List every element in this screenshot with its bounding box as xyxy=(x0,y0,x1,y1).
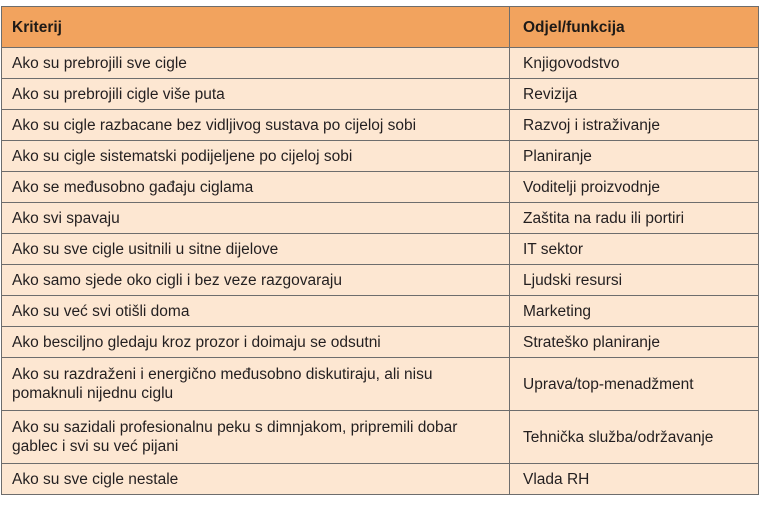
criterion-cell: Ako svi spavaju xyxy=(2,203,510,234)
table-header-row xyxy=(2,7,759,48)
criterion-cell: Ako se međusobno gađaju ciglama xyxy=(2,172,510,203)
department-cell: Planiranje xyxy=(510,141,759,172)
table-row xyxy=(2,358,759,411)
department-cell: Razvoj i istraživanje xyxy=(510,110,759,141)
criterion-cell: Ako su prebrojili cigle više puta xyxy=(2,79,510,110)
department-cell: Tehnička služba/održavanje xyxy=(510,411,759,464)
department-cell: Knjigovodstvo xyxy=(510,48,759,79)
table-row xyxy=(2,234,759,265)
criterion-cell: Ako su sve cigle nestale xyxy=(2,464,510,495)
table-row xyxy=(2,141,759,172)
criterion-cell: Ako su već svi otišli doma xyxy=(2,296,510,327)
table-row xyxy=(2,48,759,79)
criterion-cell: Ako samo sjede oko cigli i bez veze razgovaraju xyxy=(2,265,510,296)
department-cell: Revizija xyxy=(510,79,759,110)
criteria-table xyxy=(1,6,759,495)
department-cell: Marketing xyxy=(510,296,759,327)
criterion-cell: Ako su prebrojili sve cigle xyxy=(2,48,510,79)
column-header-criterion: Kriterij xyxy=(2,7,510,48)
department-cell: Vlada RH xyxy=(510,464,759,495)
criterion-cell: Ako su cigle razbacane bez vidljivog sustava po cijeloj sobi xyxy=(2,110,510,141)
department-cell: IT sektor xyxy=(510,234,759,265)
table-container xyxy=(1,6,758,495)
table-row xyxy=(2,296,759,327)
department-cell: Zaštita na radu ili portiri xyxy=(510,203,759,234)
table-row xyxy=(2,411,759,464)
department-cell: Uprava/top-menadžment xyxy=(510,358,759,411)
table-row xyxy=(2,327,759,358)
department-cell: Voditelji proizvodnje xyxy=(510,172,759,203)
table-row xyxy=(2,110,759,141)
table-row xyxy=(2,203,759,234)
table-row xyxy=(2,265,759,296)
column-header-department: Odjel/funkcija xyxy=(510,7,759,48)
table-row xyxy=(2,172,759,203)
criterion-cell: Ako besciljno gledaju kroz prozor i doimaju se odsutni xyxy=(2,327,510,358)
criterion-cell: Ako su cigle sistematski podijeljene po cijeloj sobi xyxy=(2,141,510,172)
department-cell: Ljudski resursi xyxy=(510,265,759,296)
table-row xyxy=(2,464,759,495)
table-row xyxy=(2,79,759,110)
criterion-cell: Ako su sve cigle usitnili u sitne dijelove xyxy=(2,234,510,265)
criterion-cell: Ako su sazidali profesionalnu peku s dimnjakom, pripremili dobar gablec i svi su već pijani xyxy=(2,411,510,464)
criterion-cell: Ako su razdraženi i energično međusobno diskutiraju, ali nisu pomaknuli nijednu ciglu xyxy=(2,358,510,411)
department-cell: Strateško planiranje xyxy=(510,327,759,358)
